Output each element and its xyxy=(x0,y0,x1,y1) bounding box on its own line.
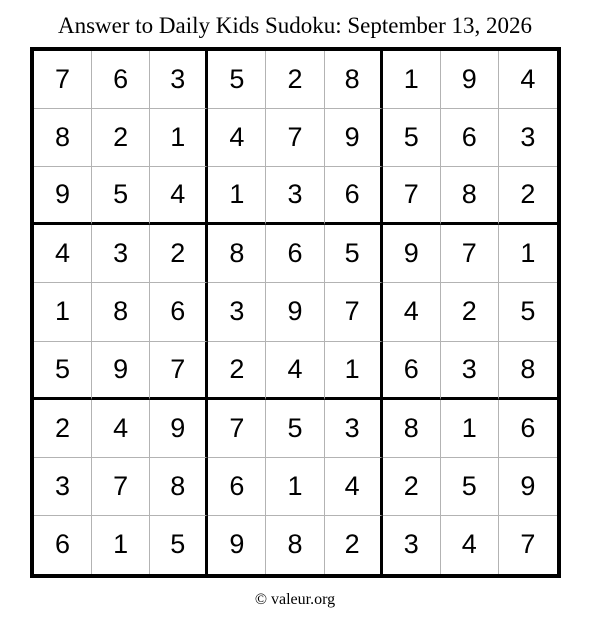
sudoku-cell: 9 xyxy=(499,458,557,516)
sudoku-cell: 3 xyxy=(499,109,557,167)
sudoku-cell: 2 xyxy=(325,516,383,574)
sudoku-cell: 3 xyxy=(92,225,150,283)
sudoku-cell: 2 xyxy=(208,342,266,400)
sudoku-cell: 8 xyxy=(266,516,324,574)
sudoku-cell: 4 xyxy=(208,109,266,167)
sudoku-cell: 2 xyxy=(383,458,441,516)
sudoku-cell: 2 xyxy=(34,400,92,458)
sudoku-cell: 9 xyxy=(325,109,383,167)
sudoku-cell: 9 xyxy=(383,225,441,283)
sudoku-cell: 4 xyxy=(383,283,441,341)
sudoku-cell: 6 xyxy=(208,458,266,516)
sudoku-cell: 2 xyxy=(92,109,150,167)
sudoku-cell: 3 xyxy=(325,400,383,458)
sudoku-cell: 8 xyxy=(208,225,266,283)
sudoku-cell: 9 xyxy=(92,342,150,400)
sudoku-cell: 5 xyxy=(34,342,92,400)
sudoku-cell: 8 xyxy=(499,342,557,400)
sudoku-cell: 5 xyxy=(441,458,499,516)
sudoku-cell: 3 xyxy=(383,516,441,574)
sudoku-cell: 1 xyxy=(208,167,266,225)
sudoku-cell: 1 xyxy=(34,283,92,341)
sudoku-cell: 7 xyxy=(325,283,383,341)
sudoku-cell: 1 xyxy=(383,51,441,109)
sudoku-cell: 4 xyxy=(150,167,208,225)
sudoku-cell: 9 xyxy=(150,400,208,458)
sudoku-cell: 5 xyxy=(208,51,266,109)
sudoku-cell: 7 xyxy=(208,400,266,458)
sudoku-cell: 6 xyxy=(383,342,441,400)
sudoku-cell: 5 xyxy=(92,167,150,225)
sudoku-cell: 9 xyxy=(441,51,499,109)
sudoku-cell: 7 xyxy=(150,342,208,400)
puzzle-title: Answer to Daily Kids Sudoku: September 13, 2026 xyxy=(57,13,532,38)
sudoku-cell: 7 xyxy=(266,109,324,167)
sudoku-cell: 4 xyxy=(34,225,92,283)
sudoku-cell: 6 xyxy=(150,283,208,341)
sudoku-cell: 7 xyxy=(383,167,441,225)
sudoku-cell: 3 xyxy=(441,342,499,400)
sudoku-cell: 7 xyxy=(441,225,499,283)
copyright-footer: © valeur.org xyxy=(254,591,336,608)
sudoku-cell: 8 xyxy=(441,167,499,225)
sudoku-cell: 1 xyxy=(325,342,383,400)
sudoku-cell: 9 xyxy=(34,167,92,225)
sudoku-cell: 7 xyxy=(92,458,150,516)
sudoku-cell: 1 xyxy=(441,400,499,458)
sudoku-cell: 9 xyxy=(266,283,324,341)
sudoku-cell: 5 xyxy=(325,225,383,283)
sudoku-cell: 2 xyxy=(441,283,499,341)
sudoku-cell: 7 xyxy=(520,529,536,560)
sudoku-cell: 8 xyxy=(150,458,208,516)
sudoku-cell: 4 xyxy=(325,458,383,516)
sudoku-cell: 3 xyxy=(266,167,324,225)
sudoku-cell: 5 xyxy=(266,400,324,458)
sudoku-cell: 5 xyxy=(383,109,441,167)
sudoku-cell: 8 xyxy=(34,109,92,167)
sudoku-cell: 6 xyxy=(499,400,557,458)
sudoku-cell: 7 xyxy=(34,51,92,109)
sudoku-cell: 8 xyxy=(92,283,150,341)
sudoku-cell: 4 xyxy=(499,51,557,109)
sudoku-cell: 8 xyxy=(325,51,383,109)
sudoku-cell: 6 xyxy=(441,109,499,167)
sudoku-cell: 6 xyxy=(92,51,150,109)
sudoku-cell: 5 xyxy=(150,516,208,574)
sudoku-cell: 8 xyxy=(383,400,441,458)
sudoku-cell: 3 xyxy=(208,283,266,341)
sudoku-cell: 2 xyxy=(266,51,324,109)
sudoku-cell: 1 xyxy=(499,225,557,283)
sudoku-cell: 1 xyxy=(150,109,208,167)
sudoku-cell: 4 xyxy=(92,400,150,458)
sudoku-cell: 3 xyxy=(34,458,92,516)
sudoku-cell: 6 xyxy=(266,225,324,283)
sudoku-board xyxy=(30,47,561,578)
sudoku-cell: 6 xyxy=(325,167,383,225)
sudoku-cell: 2 xyxy=(499,167,557,225)
sudoku-cell: 1 xyxy=(92,516,150,574)
sudoku-cell: 2 xyxy=(150,225,208,283)
sudoku-cell: 9 xyxy=(208,516,266,574)
sudoku-cell: 1 xyxy=(266,458,324,516)
sudoku-cell: 5 xyxy=(499,283,557,341)
sudoku-cell: 6 xyxy=(34,516,92,574)
sudoku-cell: 3 xyxy=(150,51,208,109)
sudoku-cell: 4 xyxy=(266,342,324,400)
sudoku-cell: 4 xyxy=(441,516,499,574)
